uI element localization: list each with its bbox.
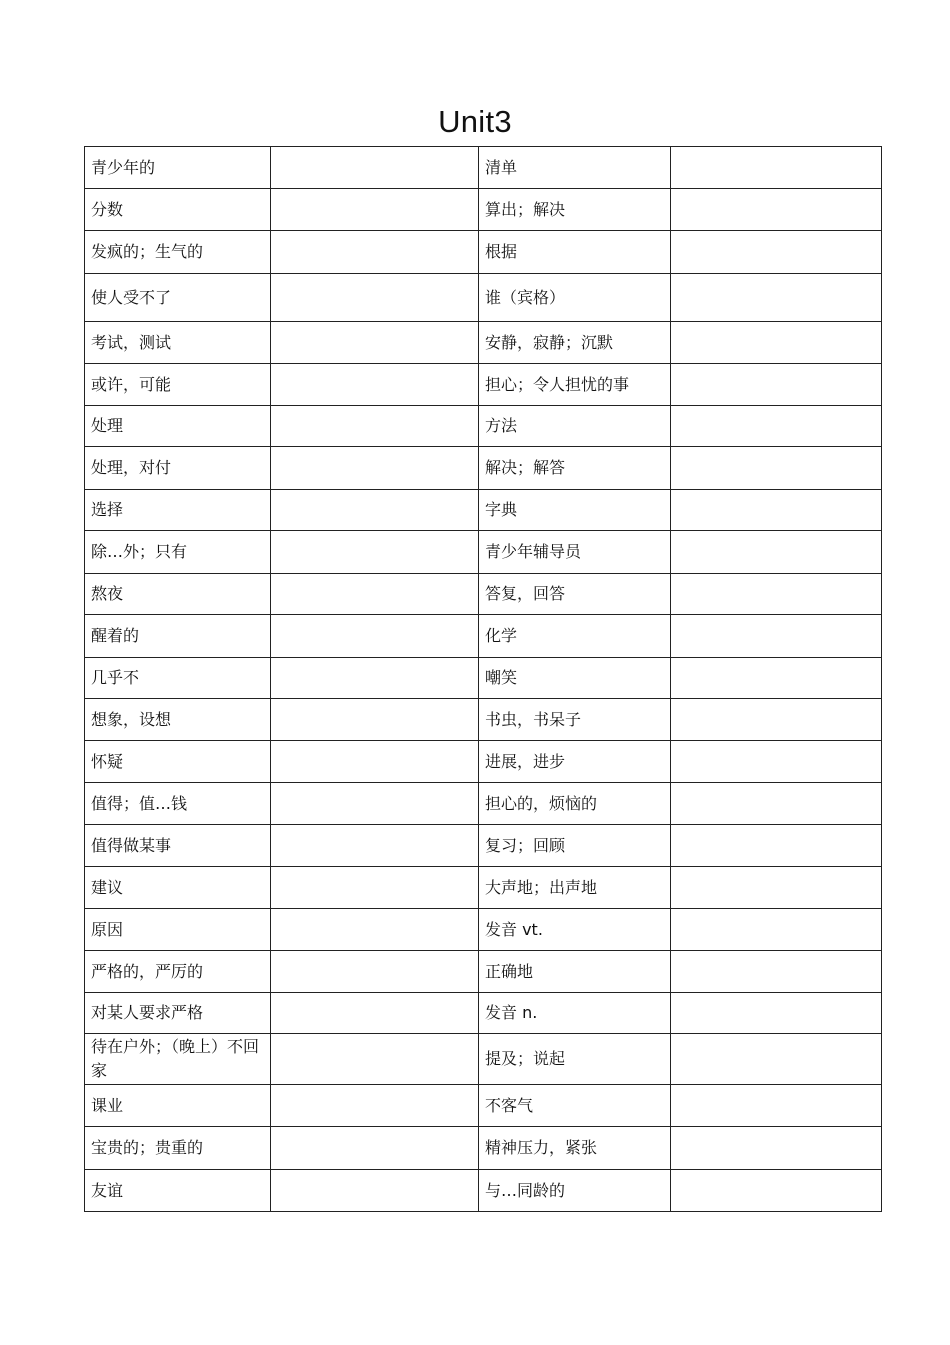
chinese-term-cell: 待在户外；（晚上）不回家 (85, 1034, 271, 1085)
chinese-term-cell: 方法 (479, 406, 671, 447)
answer-blank-cell[interactable] (671, 1127, 882, 1170)
answer-blank-cell[interactable] (671, 699, 882, 741)
answer-blank-cell[interactable] (671, 783, 882, 825)
answer-blank-cell[interactable] (271, 867, 479, 909)
table-row (85, 490, 882, 531)
table-row (85, 274, 882, 322)
table-row (85, 699, 882, 741)
chinese-term-cell: 友谊 (85, 1170, 271, 1212)
answer-blank-cell[interactable] (671, 1034, 882, 1085)
answer-blank-cell[interactable] (671, 951, 882, 993)
page-title: Unit3 (438, 104, 512, 139)
table-row (85, 909, 882, 951)
chinese-term-cell: 担心；令人担忧的事 (479, 364, 671, 406)
chinese-term-cell: 值得；值…钱 (85, 783, 271, 825)
chinese-term-cell: 与…同龄的 (479, 1170, 671, 1212)
table-row (85, 951, 882, 993)
answer-blank-cell[interactable] (671, 231, 882, 274)
chinese-term-cell: 大声地；出声地 (479, 867, 671, 909)
answer-blank-cell[interactable] (671, 406, 882, 447)
answer-blank-cell[interactable] (671, 364, 882, 406)
chinese-term-cell: 怀疑 (85, 741, 271, 783)
answer-blank-cell[interactable] (271, 322, 479, 364)
chinese-term-cell: 处理，对付 (85, 447, 271, 490)
chinese-term-cell: 或许，可能 (85, 364, 271, 406)
answer-blank-cell[interactable] (271, 189, 479, 231)
chinese-term-cell: 使人受不了 (85, 274, 271, 322)
chinese-term-cell: 原因 (85, 909, 271, 951)
answer-blank-cell[interactable] (671, 574, 882, 615)
answer-blank-cell[interactable] (671, 1085, 882, 1127)
chinese-term-cell: 严格的，严厉的 (85, 951, 271, 993)
chinese-term-cell: 安静，寂静；沉默 (479, 322, 671, 364)
chinese-term-cell: 青少年辅导员 (479, 531, 671, 574)
answer-blank-cell[interactable] (671, 490, 882, 531)
table-row (85, 783, 882, 825)
vocabulary-table-body (85, 147, 882, 1212)
answer-blank-cell[interactable] (271, 574, 479, 615)
answer-blank-cell[interactable] (671, 909, 882, 951)
chinese-term-cell: 选择 (85, 490, 271, 531)
answer-blank-cell[interactable] (671, 993, 882, 1034)
table-row (85, 364, 882, 406)
answer-blank-cell[interactable] (271, 993, 479, 1034)
table-row (85, 447, 882, 490)
table-row (85, 574, 882, 615)
chinese-term-cell: 复习；回顾 (479, 825, 671, 867)
chinese-term-cell: 嘲笑 (479, 658, 671, 699)
chinese-term-cell: 对某人要求严格 (85, 993, 271, 1034)
table-row (85, 322, 882, 364)
chinese-term-cell: 值得做某事 (85, 825, 271, 867)
answer-blank-cell[interactable] (671, 147, 882, 189)
chinese-term-cell: 课业 (85, 1085, 271, 1127)
answer-blank-cell[interactable] (671, 658, 882, 699)
chinese-term-cell: 发音 vt. (479, 909, 671, 951)
chinese-term-cell: 根据 (479, 231, 671, 274)
answer-blank-cell[interactable] (271, 909, 479, 951)
chinese-term-cell: 建议 (85, 867, 271, 909)
chinese-term-cell: 精神压力，紧张 (479, 1127, 671, 1170)
answer-blank-cell[interactable] (271, 741, 479, 783)
answer-blank-cell[interactable] (671, 741, 882, 783)
answer-blank-cell[interactable] (671, 615, 882, 658)
chinese-term-cell: 熬夜 (85, 574, 271, 615)
chinese-term-cell: 提及；说起 (479, 1034, 671, 1085)
chinese-term-cell: 解决；解答 (479, 447, 671, 490)
table-row (85, 531, 882, 574)
chinese-term-cell: 想象，设想 (85, 699, 271, 741)
table-row (85, 406, 882, 447)
table-row (85, 189, 882, 231)
table-row (85, 825, 882, 867)
chinese-term-cell: 醒着的 (85, 615, 271, 658)
chinese-term-cell: 清单 (479, 147, 671, 189)
answer-blank-cell[interactable] (271, 147, 479, 189)
answer-blank-cell[interactable] (671, 447, 882, 490)
chinese-term-cell: 宝贵的；贵重的 (85, 1127, 271, 1170)
answer-blank-cell[interactable] (671, 531, 882, 574)
chinese-term-cell: 正确地 (479, 951, 671, 993)
table-row (85, 867, 882, 909)
answer-blank-cell[interactable] (271, 231, 479, 274)
answer-blank-cell[interactable] (271, 699, 479, 741)
answer-blank-cell[interactable] (271, 531, 479, 574)
chinese-term-cell: 化学 (479, 615, 671, 658)
table-row (85, 1127, 882, 1170)
chinese-term-cell: 分数 (85, 189, 271, 231)
chinese-term-cell: 发疯的；生气的 (85, 231, 271, 274)
chinese-term-cell: 担心的，烦恼的 (479, 783, 671, 825)
answer-blank-cell[interactable] (271, 1034, 479, 1085)
answer-blank-cell[interactable] (671, 322, 882, 364)
answer-blank-cell[interactable] (271, 364, 479, 406)
answer-blank-cell[interactable] (271, 615, 479, 658)
table-row (85, 741, 882, 783)
chinese-term-cell: 处理 (85, 406, 271, 447)
table-row (85, 615, 882, 658)
answer-blank-cell[interactable] (271, 783, 479, 825)
chinese-term-cell: 青少年的 (85, 147, 271, 189)
answer-blank-cell[interactable] (271, 274, 479, 322)
chinese-term-cell: 发音 n. (479, 993, 671, 1034)
chinese-term-cell: 书虫，书呆子 (479, 699, 671, 741)
chinese-term-cell: 字典 (479, 490, 671, 531)
chinese-term-cell: 考试，测试 (85, 322, 271, 364)
table-row (85, 1034, 882, 1085)
answer-blank-cell[interactable] (271, 1085, 479, 1127)
answer-blank-cell[interactable] (671, 189, 882, 231)
chinese-term-cell: 几乎不 (85, 658, 271, 699)
table-row (85, 1085, 882, 1127)
answer-blank-cell[interactable] (671, 867, 882, 909)
chinese-term-cell: 进展，进步 (479, 741, 671, 783)
table-row (85, 993, 882, 1034)
chinese-term-cell: 算出；解决 (479, 189, 671, 231)
answer-blank-cell[interactable] (671, 825, 882, 867)
table-row (85, 1170, 882, 1212)
table-row (85, 147, 882, 189)
chinese-term-cell: 谁（宾格） (479, 274, 671, 322)
table-row (85, 231, 882, 274)
answer-blank-cell[interactable] (271, 951, 479, 993)
chinese-term-cell: 答复，回答 (479, 574, 671, 615)
answer-blank-cell[interactable] (271, 490, 479, 531)
answer-blank-cell[interactable] (271, 447, 479, 490)
answer-blank-cell[interactable] (271, 406, 479, 447)
answer-blank-cell[interactable] (271, 658, 479, 699)
chinese-term-cell: 除…外；只有 (85, 531, 271, 574)
answer-blank-cell[interactable] (271, 1127, 479, 1170)
answer-blank-cell[interactable] (271, 1170, 479, 1212)
vocabulary-table (84, 146, 882, 1212)
table-row (85, 658, 882, 699)
answer-blank-cell[interactable] (671, 1170, 882, 1212)
answer-blank-cell[interactable] (671, 274, 882, 322)
answer-blank-cell[interactable] (271, 825, 479, 867)
chinese-term-cell: 不客气 (479, 1085, 671, 1127)
